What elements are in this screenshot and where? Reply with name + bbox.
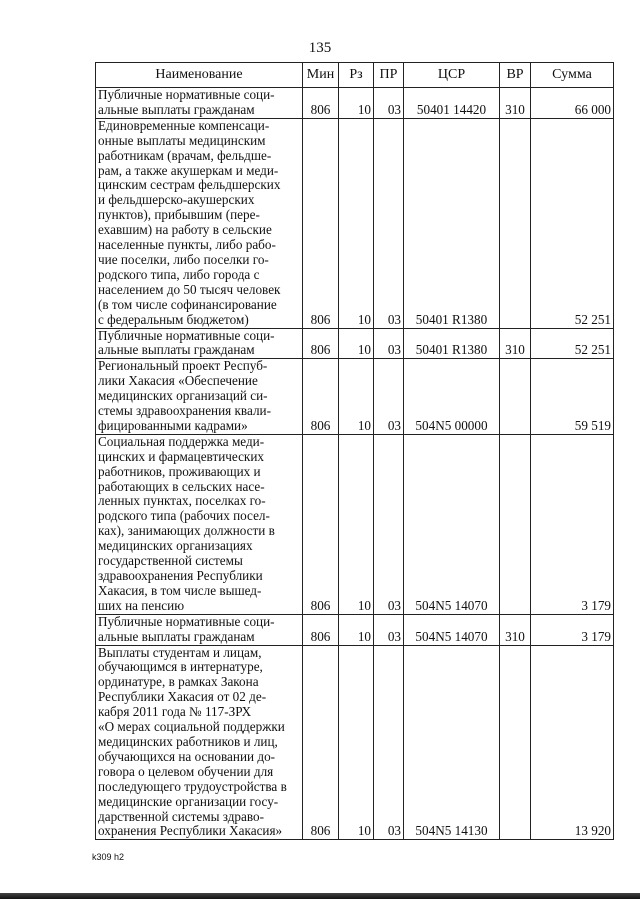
row-name-line: ших на пенсию <box>98 597 185 613</box>
row-csr-cell: 504N5 00000 <box>404 359 500 435</box>
row-name-line: говора о целевом обучении для <box>98 763 274 779</box>
row-name-line: здравоохранения Республики <box>98 568 263 583</box>
row-vr-cell <box>500 645 531 840</box>
row-csr-cell: 50401 R1380 <box>404 328 500 359</box>
row-name-line: и фельдшерско-акушерских <box>98 192 255 208</box>
row-rz-cell: 10 <box>339 88 374 119</box>
table-row <box>96 328 614 359</box>
header-rz: Рз <box>339 63 374 88</box>
row-name-cell <box>96 645 303 840</box>
table-row <box>96 88 614 119</box>
row-csr-cell: 50401 14420 <box>404 88 500 119</box>
row-name-line: Хакасия, в том числе вышед- <box>98 582 262 598</box>
row-csr-cell: 504N5 14070 <box>404 614 500 645</box>
row-name-line: фицированными кадрами» <box>98 417 248 433</box>
row-vr-cell <box>500 359 531 435</box>
row-name-line: Социальная поддержка меди- <box>98 433 265 449</box>
header-pr: ПР <box>374 63 404 88</box>
header-name: Наименование <box>96 63 303 88</box>
row-rz-cell: 10 <box>339 645 374 840</box>
row-sum-cell: 66 000 <box>531 88 614 119</box>
row-name-line: Региональный проект Респуб- <box>98 358 268 374</box>
row-sum-cell: 52 251 <box>531 118 614 328</box>
row-name-line: работников, проживающих и <box>98 463 261 479</box>
budget-table <box>95 62 614 840</box>
row-name-line: дарственной системы здраво- <box>98 808 264 824</box>
row-rz-cell: 10 <box>339 328 374 359</box>
row-vr-cell: 310 <box>500 88 531 119</box>
row-name-line: цинских и фармацевтических <box>98 448 264 464</box>
table-row <box>96 359 614 435</box>
row-name-line: родского типа (рабочих посел- <box>98 508 270 524</box>
header-sum: Сумма <box>531 63 614 88</box>
row-rz-cell: 10 <box>339 359 374 435</box>
row-min-cell: 806 <box>303 328 339 359</box>
row-min-cell: 806 <box>303 88 339 119</box>
row-sum-cell: 3 179 <box>531 434 614 614</box>
row-name-line: ках), занимающих должности в <box>98 523 275 539</box>
row-min-cell: 806 <box>303 359 339 435</box>
row-name-line: обучающихся на основании до- <box>98 748 276 764</box>
row-name-line: последующего трудоустройства в <box>98 778 287 794</box>
row-pr-cell: 03 <box>374 88 404 119</box>
header-vr: ВР <box>500 63 531 88</box>
table-row <box>96 614 614 645</box>
row-name-line: охранения Республики Хакасия» <box>98 823 283 839</box>
row-min-cell: 806 <box>303 434 339 614</box>
row-pr-cell: 03 <box>374 434 404 614</box>
row-name-line: населением до 50 тысяч человек <box>98 281 281 297</box>
row-csr-cell: 504N5 14070 <box>404 434 500 614</box>
table-header-row <box>96 63 614 88</box>
footer-code: k309 h2 <box>92 852 125 862</box>
row-name-line: работающих в сельских насе- <box>98 478 265 494</box>
page-number: 135 <box>308 40 332 56</box>
header-min: Мин <box>303 63 339 88</box>
row-name-line: обучающимся в интернатуре, <box>98 659 263 675</box>
row-rz-cell: 10 <box>339 118 374 328</box>
table-row <box>96 118 614 328</box>
row-rz-cell: 10 <box>339 434 374 614</box>
row-sum-cell: 52 251 <box>531 328 614 359</box>
row-name-cell <box>96 118 303 328</box>
row-pr-cell: 03 <box>374 614 404 645</box>
row-name-line: (в том числе софинансирование <box>98 296 277 312</box>
row-name-line: медицинские организации госу- <box>98 793 279 809</box>
row-pr-cell: 03 <box>374 359 404 435</box>
row-name-line: населенные пункты, либо рабо- <box>98 237 276 253</box>
row-name-line: чие поселки, либо поселки го- <box>98 251 269 267</box>
row-name-line: «О мерах социальной поддержки <box>98 719 285 735</box>
row-csr-cell: 50401 R1380 <box>404 118 500 328</box>
row-name-cell <box>96 434 303 614</box>
row-name-line: лики Хакасия «Обеспечение <box>98 373 258 389</box>
row-csr-cell: 504N5 14130 <box>404 645 500 840</box>
row-name-line: рам, а также акушеркам и меди- <box>98 162 279 178</box>
row-name-line: стемы здравоохранения квали- <box>98 403 271 419</box>
row-min-cell: 806 <box>303 118 339 328</box>
row-name-line: Публичные нормативные соци- <box>98 87 275 102</box>
row-name-line: Публичные нормативные соци- <box>98 613 275 629</box>
row-name-cell <box>96 328 303 359</box>
row-name-line: ординатуре, в рамках Закона <box>98 674 259 690</box>
row-name-line: Единовременные компенсаци- <box>98 117 270 133</box>
row-name-line: Республики Хакасия от 02 де- <box>98 689 267 705</box>
row-name-cell <box>96 88 303 119</box>
row-name-line: Выплаты студентам и лицам, <box>98 644 262 660</box>
row-name-line: Публичные нормативные соци- <box>98 327 275 343</box>
row-name-line: альные выплаты гражданам <box>98 101 255 117</box>
row-name-line: медицинских организаций си- <box>98 388 268 404</box>
row-min-cell: 806 <box>303 645 339 840</box>
row-name-line: альные выплаты гражданам <box>98 628 255 644</box>
row-sum-cell: 59 519 <box>531 359 614 435</box>
row-min-cell: 806 <box>303 614 339 645</box>
row-name-cell <box>96 359 303 435</box>
row-name-line: кабря 2011 года № 117-ЗРХ <box>98 704 252 720</box>
row-name-line: медицинских работников и лиц, <box>98 733 278 749</box>
row-name-line: работникам (врачам, фельдше- <box>98 147 272 163</box>
row-sum-cell: 3 179 <box>531 614 614 645</box>
row-vr-cell <box>500 118 531 328</box>
row-name-line: ленных пунктах, поселках го- <box>98 493 266 509</box>
row-name-line: с федеральным бюджетом) <box>98 311 249 327</box>
row-name-line: государственной системы <box>98 553 243 569</box>
row-vr-cell <box>500 434 531 614</box>
row-name-line: ехавшим) на работу в сельские <box>98 222 272 238</box>
row-sum-cell: 13 920 <box>531 645 614 840</box>
row-vr-cell: 310 <box>500 614 531 645</box>
table-row <box>96 645 614 840</box>
row-rz-cell: 10 <box>339 614 374 645</box>
row-name-line: онные выплаты медицинским <box>98 132 266 148</box>
row-pr-cell: 03 <box>374 118 404 328</box>
row-name-line: медицинских организациях <box>98 538 253 554</box>
row-pr-cell: 03 <box>374 645 404 840</box>
row-name-line: альные выплаты гражданам <box>98 342 255 358</box>
scan-edge-bottom <box>0 893 640 899</box>
header-csr: ЦСР <box>404 63 500 88</box>
table-row <box>96 434 614 614</box>
row-name-line: цинским сестрам фельдшерских <box>98 177 281 193</box>
row-name-line: родского типа, либо города с <box>98 266 260 282</box>
row-vr-cell: 310 <box>500 328 531 359</box>
row-name-cell <box>96 614 303 645</box>
row-pr-cell: 03 <box>374 328 404 359</box>
row-name-line: пунктов), прибывшим (пере- <box>98 207 260 223</box>
